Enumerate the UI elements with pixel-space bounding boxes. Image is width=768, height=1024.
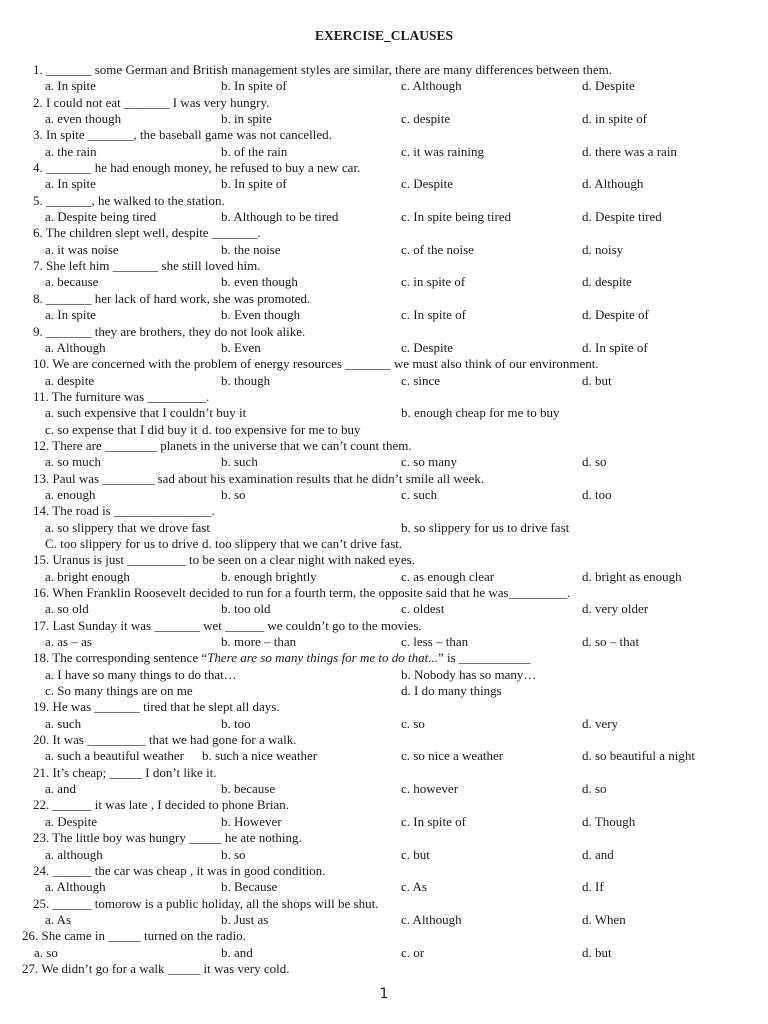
option-c: c. Despite (401, 176, 453, 192)
option-c: c. in spite of (401, 274, 466, 290)
option-d: d. If (582, 879, 604, 895)
option-d: d. but (582, 372, 612, 388)
option-c: c. Despite (401, 339, 453, 355)
option-a: a. I have so many things to do that… (45, 666, 237, 682)
question-stem: 24. ______ the car was cheap , it was in good condition. (33, 862, 326, 878)
option-d: d. Despite of (582, 307, 649, 323)
question-row (0, 552, 768, 568)
question-row (0, 127, 768, 143)
question-stem: 17. Last Sunday it was _______ wet ______ we couldn’t go to the movies. (33, 617, 422, 633)
options-row (0, 716, 768, 732)
option-b: b. such (221, 454, 258, 470)
option-c: c. So many things are on me (45, 683, 193, 699)
stem-quote: There are so many things for me to do that... (207, 650, 438, 666)
question-row (0, 896, 768, 912)
question-row (0, 193, 768, 209)
option-b: b. In spite of (221, 78, 287, 94)
option-d: d. there was a rain (582, 143, 677, 159)
option-a: a. and (45, 781, 77, 797)
question-stem: 6. The children slept well, despite _______. (33, 225, 261, 241)
option-b: b. though (221, 372, 271, 388)
option-c: c. oldest (401, 601, 445, 617)
option-c: c. so (401, 715, 425, 731)
question-stem: 14. The road is _______________. (33, 503, 215, 519)
question-stem: 27. We didn’t go for a walk _____ it was very cold. (22, 960, 290, 976)
option-b: b. In spite of (221, 176, 287, 192)
option-d: d. too slippery that we can’t drive fast. (202, 535, 403, 551)
stem-text: 18. The corresponding sentence “ (33, 650, 208, 666)
option-b: b. too (221, 715, 251, 731)
option-a: a. Despite being tired (45, 209, 157, 225)
options-row (0, 748, 768, 764)
option-c: c. so nice a weather (401, 748, 504, 764)
question-stem: 20. It was _________ that we had gone for a walk. (33, 732, 297, 748)
options-row (0, 536, 768, 552)
option-b: b. Even (221, 339, 261, 355)
question-stem: 16. When Franklin Roosevelt decided to run for a fourth term, the opposite said that he was_________. (33, 585, 571, 600)
question-row (0, 95, 768, 111)
option-a: a. the rain (45, 143, 97, 159)
options-row (0, 814, 768, 830)
options-row (0, 274, 768, 290)
option-b: b. the noise (221, 241, 281, 257)
question-row (0, 258, 768, 274)
option-b: b. so (221, 846, 246, 862)
option-b: b. Just as (221, 911, 269, 927)
exercise-list (0, 62, 768, 977)
question-row (0, 732, 768, 748)
question-stem: 5. _______, he walked to the station. (33, 192, 225, 208)
option-a: a. In spite (45, 78, 96, 94)
option-c: c. In spite of (401, 307, 466, 323)
option-d: d. bright as enough (582, 568, 682, 584)
option-c: C. too slippery for us to drive (45, 535, 199, 551)
options-row (0, 847, 768, 863)
option-d: d. very (582, 715, 619, 731)
options-row (0, 340, 768, 356)
option-c: c. less – than (401, 634, 469, 650)
option-c: c. it was raining (401, 143, 485, 159)
option-a: a. such a beautiful weather (45, 748, 184, 764)
question-stem: 2. I could not eat _______ I was very hungry. (33, 94, 270, 110)
option-a: a. Although (45, 879, 106, 895)
question-row (0, 356, 768, 372)
option-a: a. even though (45, 111, 122, 127)
option-a: a. so (34, 944, 58, 960)
question-stem: 22. ______ it was late , I decided to phone Brian. (33, 797, 289, 813)
options-row (0, 487, 768, 503)
option-b: b. enough brightly (221, 568, 317, 584)
options-row (0, 569, 768, 585)
options-row (0, 78, 768, 94)
option-d: d. noisy (582, 241, 624, 257)
question-row (0, 291, 768, 307)
option-d: d. despite (582, 274, 632, 290)
option-c: c. despite (401, 111, 451, 127)
question-row (0, 62, 768, 78)
options-row (0, 307, 768, 323)
option-c: c. Although (401, 78, 462, 94)
options-row (0, 111, 768, 127)
question-stem: 15. Uranus is just _________ to be seen on a clear night with naked eyes. (33, 552, 415, 568)
question-stem: 3. In spite _______, the baseball game was not cancelled. (33, 127, 332, 143)
option-d: d. I do many things (401, 683, 502, 699)
question-row (0, 585, 768, 601)
question-row (0, 830, 768, 846)
options-row (0, 781, 768, 797)
question-stem: 13. Paul was ________ sad about his examination results that he didn’t smile all week. (33, 470, 485, 486)
option-a: a. As (45, 911, 71, 927)
option-a: a. despite (45, 372, 95, 388)
question-stem: 12. There are ________ planets in the universe that we can’t count them. (33, 437, 412, 453)
question-stem: 4. _______ he had enough money, he refused to buy a new car. (33, 160, 361, 176)
option-c: c. since (401, 372, 440, 388)
options-row (0, 683, 768, 699)
question-row (0, 765, 768, 781)
option-a: a. because (45, 274, 99, 290)
option-d: d. In spite of (582, 339, 648, 355)
option-b: b. in spite (221, 111, 272, 127)
option-a: a. In spite (45, 307, 96, 323)
option-d: d. When (582, 911, 626, 927)
option-c: c. In spite of (401, 813, 466, 829)
option-b: b. even though (221, 274, 298, 290)
option-c: c. As (401, 879, 427, 895)
question-row (0, 699, 768, 715)
question-stem: 10. We are concerned with the problem of energy resources _______ we must also think of our environment. (33, 356, 599, 372)
option-b: b. and (221, 944, 253, 960)
option-d: d. so beautiful a night (582, 748, 696, 764)
options-row (0, 912, 768, 928)
options-row (0, 634, 768, 650)
question-row (0, 438, 768, 454)
option-c: c. of the noise (401, 241, 474, 257)
question-row (0, 471, 768, 487)
option-d: d. so (582, 454, 607, 470)
option-b: b. too old (221, 601, 271, 617)
page-number: 1 (379, 986, 389, 1002)
question-stem: 7. She left him _______ she still loved him. (33, 258, 261, 274)
option-a: a. In spite (45, 176, 96, 192)
options-row (0, 405, 768, 421)
question-row (0, 928, 768, 944)
option-a: a. so much (45, 454, 101, 470)
option-d: d. and (582, 846, 614, 862)
options-row (0, 242, 768, 258)
question-stem (33, 650, 530, 666)
question-stem: 26. She came in _____ turned on the radio. (22, 928, 246, 944)
option-b: b. such a nice weather (202, 748, 318, 764)
options-row (0, 945, 768, 961)
option-d: d. Although (582, 176, 644, 192)
option-c: c. as enough clear (401, 568, 495, 584)
option-d: d. too (582, 486, 612, 502)
question-stem: 9. _______ they are brothers, they do not look alike. (33, 323, 306, 339)
options-row (0, 373, 768, 389)
options-row (0, 209, 768, 225)
option-b: b. enough cheap for me to buy (401, 405, 560, 421)
options-row (0, 454, 768, 470)
option-b: b. more – than (221, 634, 297, 650)
question-row (0, 225, 768, 241)
question-row (0, 797, 768, 813)
option-a: a. such (45, 715, 82, 731)
option-c: c. so many (401, 454, 457, 470)
options-row (0, 422, 768, 438)
option-d: d. Despite (582, 78, 635, 94)
option-b: b. of the rain (221, 143, 288, 159)
question-row (0, 160, 768, 176)
question-row (0, 389, 768, 405)
option-c: c. Although (401, 911, 462, 927)
option-c: c. but (401, 846, 430, 862)
options-row (0, 144, 768, 160)
option-d: d. very older (582, 601, 649, 617)
question-stem: 11. The furniture was _________. (33, 388, 210, 404)
options-row (0, 879, 768, 895)
option-b: b. Because (221, 879, 278, 895)
stem-text: ” is ___________ (437, 650, 531, 666)
question-row (0, 503, 768, 519)
option-a: a. so slippery that we drove fast (45, 519, 210, 535)
options-row (0, 176, 768, 192)
option-d: d. Despite tired (582, 209, 662, 225)
option-a: a. so old (45, 601, 89, 617)
option-b: b. Nobody has so many… (401, 666, 537, 682)
question-stem: 21. It’s cheap; _____ I don’t like it. (33, 764, 217, 780)
question-stem: 1. _______ some German and British management styles are similar, there are many differences between them. (33, 62, 612, 77)
option-d: d. too expensive for me to buy (202, 421, 361, 437)
question-row (0, 863, 768, 879)
question-stem: 19. He was _______ tired that he slept all days. (33, 699, 280, 715)
option-c: c. however (401, 781, 459, 797)
question-stem: 8. _______ her lack of hard work, she was promoted. (33, 290, 311, 306)
option-c: c. so expense that I did buy it (45, 421, 198, 437)
option-a: a. bright enough (45, 568, 130, 584)
option-b: b. Although to be tired (221, 209, 339, 225)
options-row (0, 601, 768, 617)
option-d: d. so – that (582, 634, 640, 650)
question-stem: 25. ______ tomorow is a public holiday, all the shops will be shut. (33, 895, 379, 911)
option-c: c. In spite being tired (401, 209, 512, 225)
option-a: a. enough (45, 486, 96, 502)
option-a: a. Although (45, 339, 106, 355)
option-b: b. because (221, 781, 276, 797)
question-row (0, 650, 768, 666)
option-b: b. so (221, 486, 246, 502)
option-a: a. Despite (45, 813, 97, 829)
option-d: d. in spite of (582, 111, 647, 127)
option-b: b. Even though (221, 307, 301, 323)
option-d: d. Though (582, 813, 636, 829)
question-row (0, 618, 768, 634)
option-a: a. it was noise (45, 241, 119, 257)
option-c: c. or (401, 944, 425, 960)
option-b: b. However (221, 813, 282, 829)
option-a: a. such expensive that I couldn’t buy it (45, 405, 247, 421)
page-title: EXERCISE_CLAUSES (314, 28, 454, 43)
option-c: c. such (401, 486, 438, 502)
option-a: a. although (45, 846, 103, 862)
option-a: a. as – as (45, 634, 92, 650)
options-row (0, 667, 768, 683)
option-b: b. so slippery for us to drive fast (401, 519, 570, 535)
option-d: d. but (582, 944, 612, 960)
question-stem: 23. The little boy was hungry _____ he ate nothing. (33, 830, 302, 846)
option-d: d. so (582, 781, 607, 797)
question-row (0, 961, 768, 977)
question-row (0, 324, 768, 340)
options-row (0, 520, 768, 536)
